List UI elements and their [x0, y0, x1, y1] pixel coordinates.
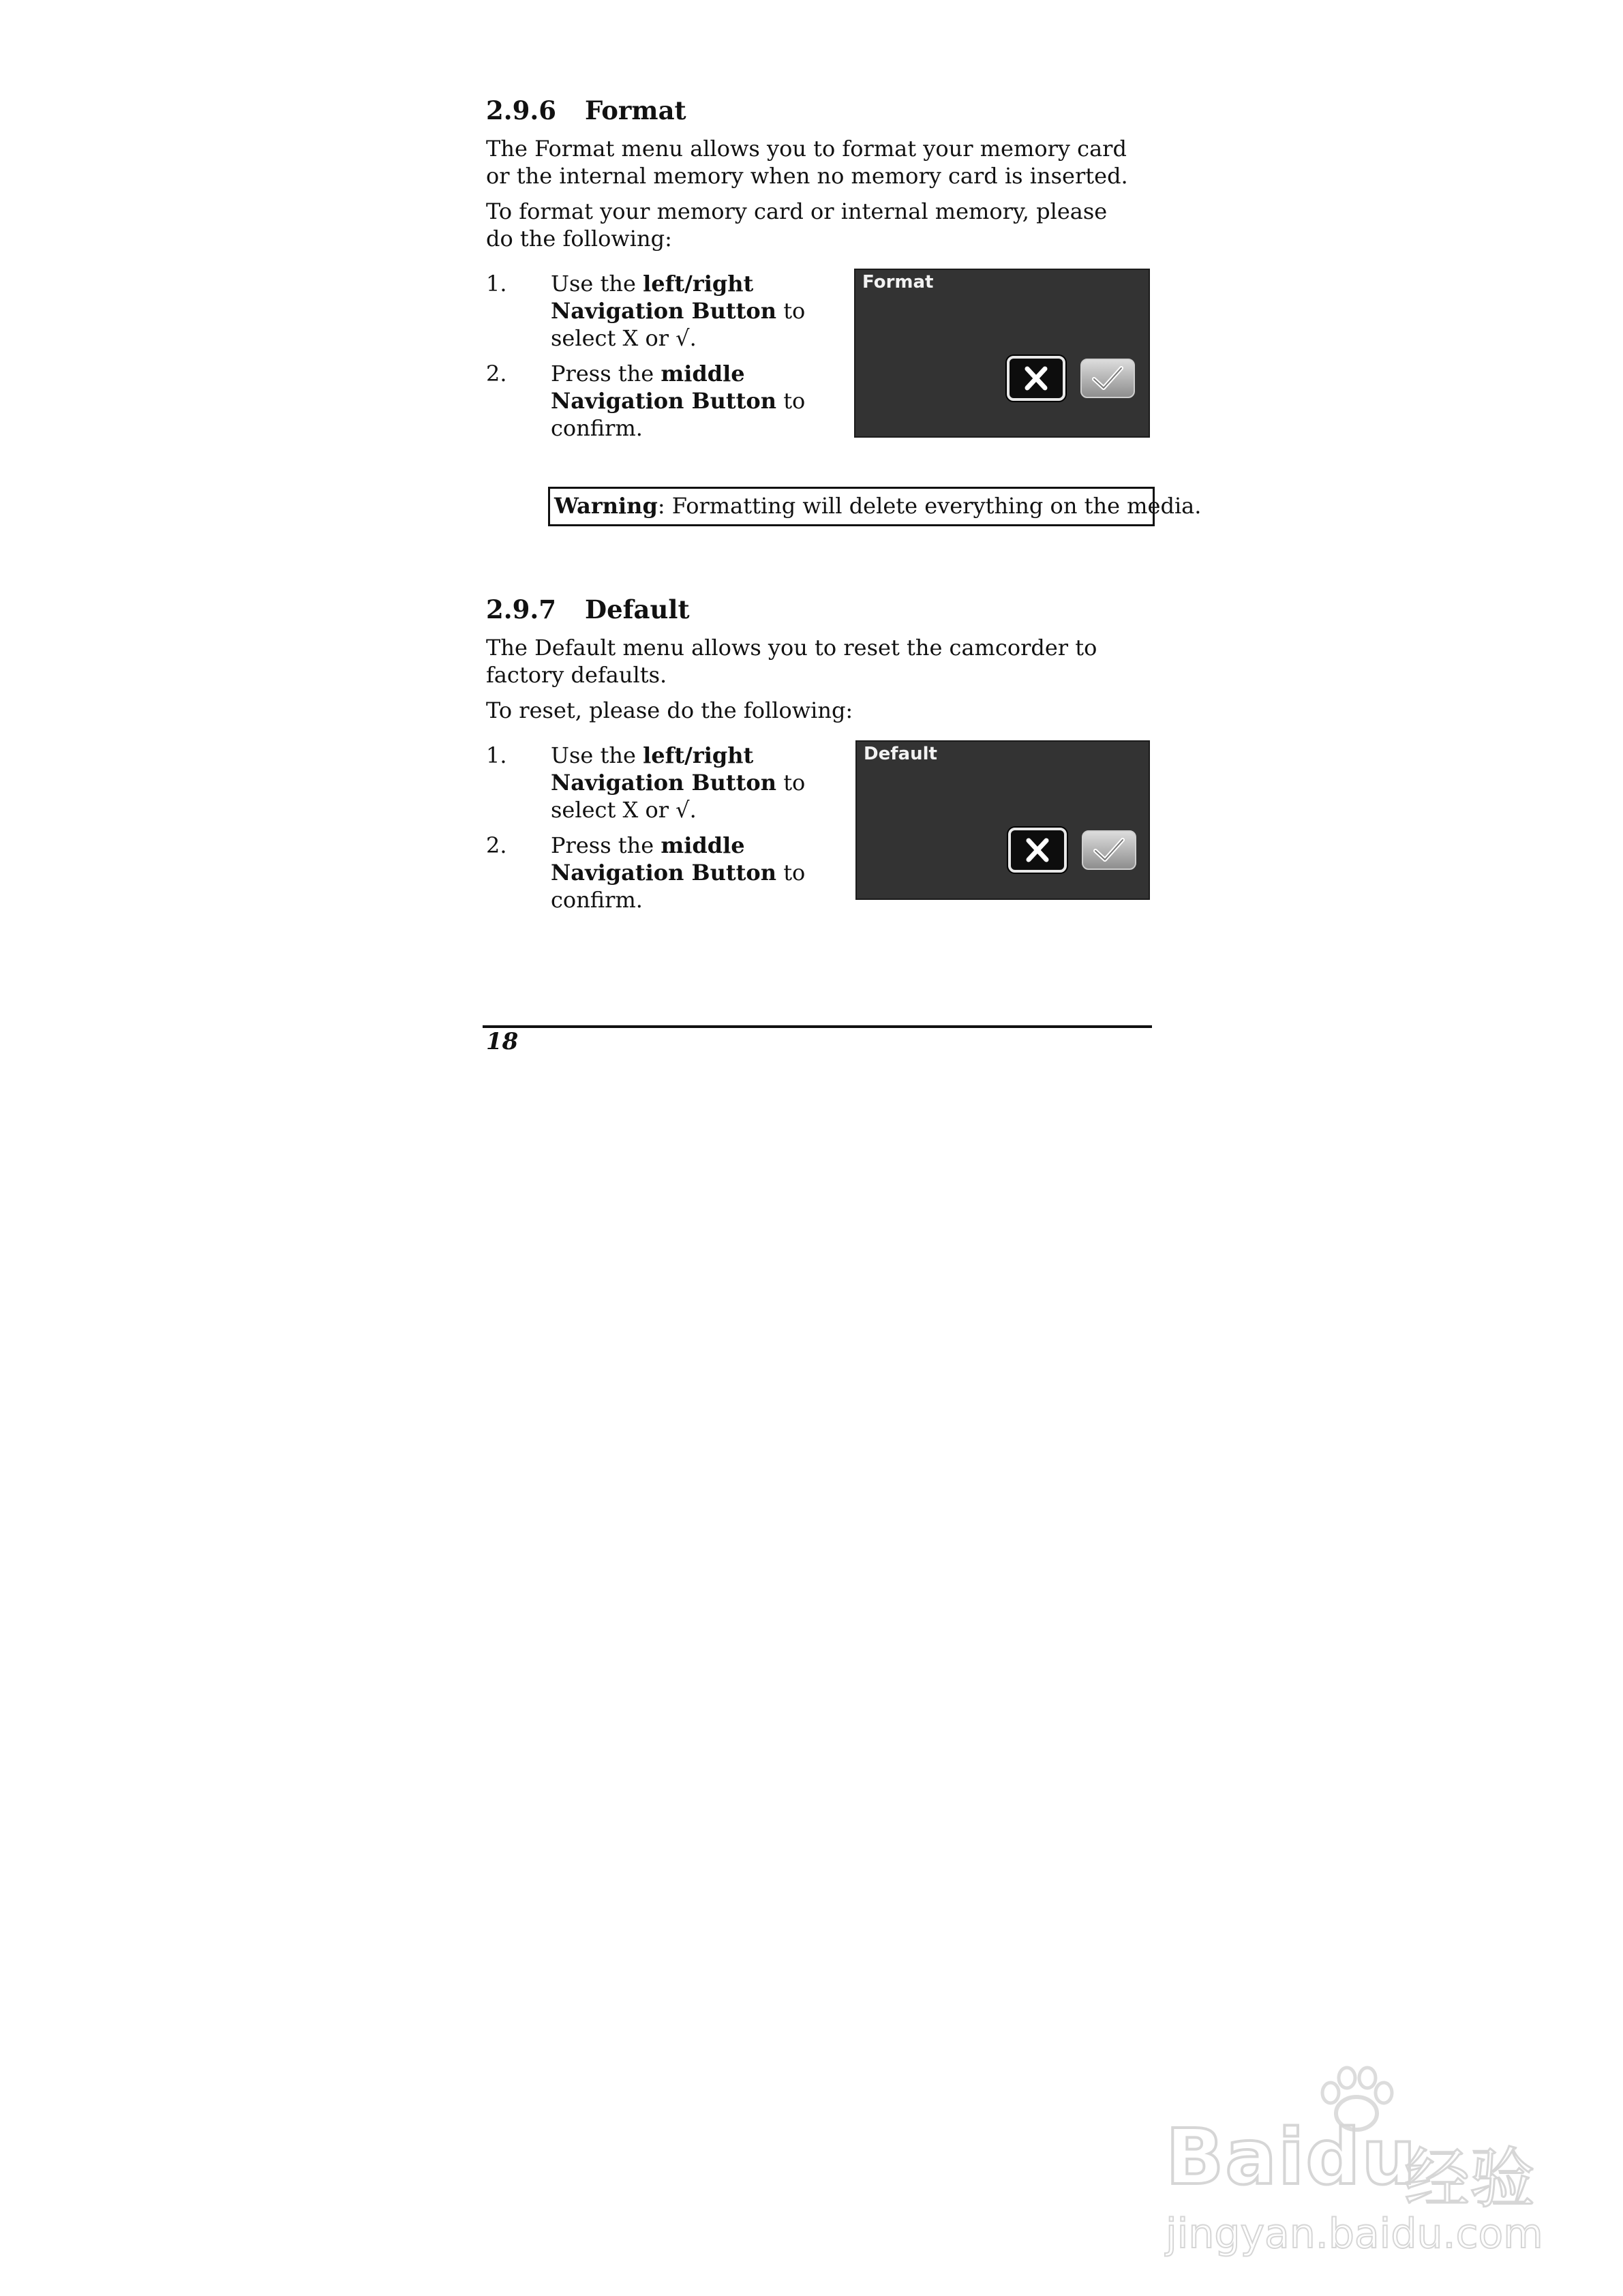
warning-text: : Formatting will delete everything on the media. [657, 493, 1202, 519]
confirm-check-icon [1082, 830, 1136, 870]
watermark-cn: 经验 [1404, 2141, 1535, 2217]
page-number: 18 [486, 1028, 519, 1055]
section-number: 2.9.7 [486, 594, 556, 624]
watermark-brand: Baidu [1166, 2113, 1418, 2202]
format-step-1: Use the left/right Navigation Button to select X or √. [551, 271, 806, 351]
format-lead-paragraph: To format your memory card or internal memory, please do the following: [486, 198, 1108, 252]
default-step-2: Press the middle Navigation Button to confirm. [551, 832, 806, 913]
warning-label: Warning [554, 493, 658, 519]
screen-title: Default [864, 744, 937, 764]
cancel-x-icon [1007, 356, 1065, 401]
step-number: 1. [486, 742, 507, 768]
warning-box [548, 487, 1202, 526]
section-title: Format [585, 95, 686, 125]
default-lead-paragraph: To reset, please do the following: [486, 697, 853, 723]
cancel-x-icon [1008, 828, 1067, 873]
format-step-2: Press the middle Navigation Button to confirm. [551, 361, 806, 441]
confirm-check-icon [1080, 359, 1135, 398]
section-heading-format [486, 95, 686, 125]
step-number: 1. [486, 271, 507, 297]
watermark-url: jingyan.baidu.com [1166, 2210, 1543, 2258]
format-screen-image [854, 269, 1150, 438]
format-intro-paragraph: The Format menu allows you to format your memory card or the internal memory when no memory card is inserted. [486, 136, 1128, 189]
section-number: 2.9.6 [486, 95, 556, 125]
footer-rule [483, 1025, 1152, 1028]
step-number: 2. [486, 832, 507, 858]
screen-title: Format [862, 272, 934, 292]
default-screen-image [855, 740, 1150, 900]
section-title: Default [585, 594, 690, 624]
section-heading-default [486, 594, 690, 624]
default-intro-paragraph: The Default menu allows you to reset the camcorder to factory defaults. [486, 635, 1097, 688]
baidu-watermark [1159, 2066, 1568, 2263]
default-step-1: Use the left/right Navigation Button to select X or √. [551, 742, 806, 823]
step-number: 2. [486, 361, 507, 387]
